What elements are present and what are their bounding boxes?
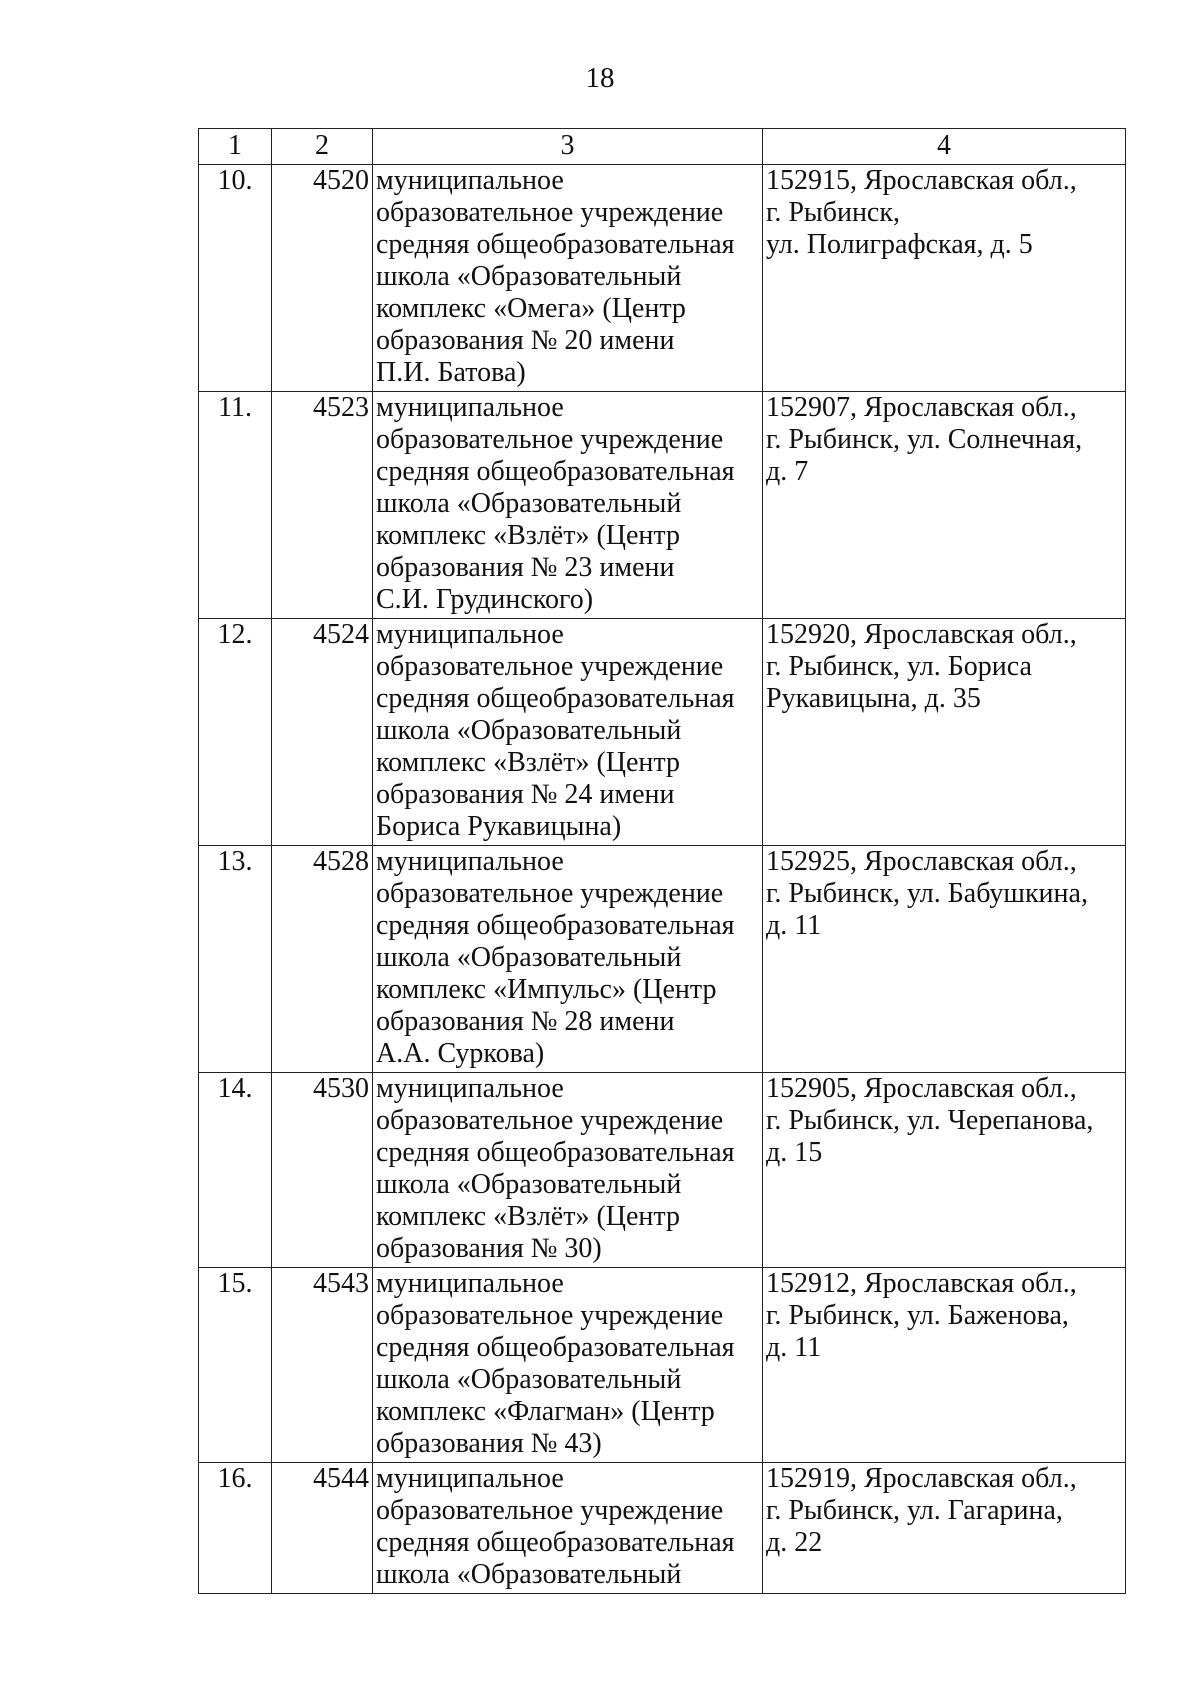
table-row (199, 619, 1126, 846)
institution-name-line: школа «Образовательный (376, 715, 682, 746)
table-body (199, 165, 1126, 1594)
institution-address (763, 1073, 1126, 1268)
institution-address-line: 152925, Ярославская обл., (766, 846, 1077, 877)
institution-name-line: муниципальное (376, 619, 564, 650)
institution-name-line: комплекс «Омега» (Центр (376, 293, 686, 324)
institution-name-line: С.И. Грудинского) (376, 584, 594, 615)
institution-name-line: средняя общеобразовательная (376, 456, 735, 487)
institution-code: 4543 (272, 1268, 373, 1463)
institution-address-line: Рукавицына, д. 35 (766, 683, 981, 714)
row-number: 11. (199, 392, 272, 619)
institution-code: 4528 (272, 846, 373, 1073)
institution-address (763, 1463, 1126, 1594)
institution-name-line: образовательное учреждение (376, 424, 724, 455)
institution-name-line: средняя общеобразовательная (376, 683, 735, 714)
institution-name-line: образования № 30) (376, 1233, 602, 1264)
institution-address-line: д. 7 (766, 456, 809, 487)
institution-address-line: 152905, Ярославская обл., (766, 1073, 1077, 1104)
institution-name-line: муниципальное (376, 1463, 564, 1494)
institution-name-line: П.И. Батова) (376, 357, 526, 388)
column-header-name: 3 (373, 129, 763, 165)
institution-address (763, 846, 1126, 1073)
column-header-number: 1 (199, 129, 272, 165)
row-number: 15. (199, 1268, 272, 1463)
institution-address (763, 1268, 1126, 1463)
institution-address-line: 152920, Ярославская обл., (766, 619, 1077, 650)
institution-name-line: комплекс «Флагман» (Центр (376, 1396, 715, 1427)
institution-address-line: д. 11 (766, 1332, 822, 1363)
institution-name-line: образовательное учреждение (376, 651, 724, 682)
institution-name-line: образования № 24 имени (376, 779, 675, 810)
institution-name (373, 1073, 763, 1268)
institution-name-line: образовательное учреждение (376, 1495, 724, 1526)
institution-name-line: средняя общеобразовательная (376, 1137, 735, 1168)
institution-address-line: г. Рыбинск, ул. Черепанова, (766, 1105, 1094, 1136)
institution-address-line: г. Рыбинск, ул. Гагарина, (766, 1495, 1063, 1526)
institution-address (763, 392, 1126, 619)
institution-name-line: муниципальное (376, 846, 564, 877)
table-row (199, 392, 1126, 619)
institution-address-line: д. 15 (766, 1137, 823, 1168)
institution-address-line: г. Рыбинск, ул. Бабушкина, (766, 878, 1088, 909)
institution-name-line: Бориса Рукавицына) (376, 811, 622, 842)
column-header-address: 4 (763, 129, 1126, 165)
institution-code: 4520 (272, 165, 373, 392)
table-row (199, 1268, 1126, 1463)
institution-address-line: д. 11 (766, 910, 822, 941)
institution-name-line: школа «Образовательный (376, 1364, 682, 1395)
table-header-row (199, 129, 1126, 165)
institution-code: 4530 (272, 1073, 373, 1268)
institution-name (373, 619, 763, 846)
row-number: 10. (199, 165, 272, 392)
institution-name (373, 1268, 763, 1463)
institution-name-line: образования № 23 имени (376, 552, 675, 583)
institution-name-line: образовательное учреждение (376, 1105, 724, 1136)
institution-address-line: 152912, Ярославская обл., (766, 1268, 1077, 1299)
institution-name (373, 165, 763, 392)
institution-name-line: образования № 43) (376, 1428, 602, 1459)
institution-name-line: образования № 28 имени (376, 1006, 675, 1037)
institution-name (373, 392, 763, 619)
institution-address-line: 152919, Ярославская обл., (766, 1463, 1077, 1494)
institution-address-line: д. 22 (766, 1527, 823, 1558)
institution-name-line: школа «Образовательный (376, 1559, 682, 1590)
institution-name (373, 846, 763, 1073)
institution-name-line: школа «Образовательный (376, 261, 682, 292)
institution-address-line: г. Рыбинск, ул. Бориса (766, 651, 1032, 682)
row-number: 13. (199, 846, 272, 1073)
row-number: 16. (199, 1463, 272, 1594)
institution-address-line: 152915, Ярославская обл., (766, 165, 1077, 196)
institution-code: 4523 (272, 392, 373, 619)
table-row (199, 846, 1126, 1073)
institution-address (763, 165, 1126, 392)
institution-name-line: образования № 20 имени (376, 325, 675, 356)
institution-name-line: муниципальное (376, 392, 564, 423)
institution-address-line: 152907, Ярославская обл., (766, 392, 1077, 423)
institution-address-line: г. Рыбинск, ул. Солнечная, (766, 424, 1083, 455)
institution-name-line: комплекс «Импульс» (Центр (376, 974, 717, 1005)
row-number: 12. (199, 619, 272, 846)
table-row (199, 165, 1126, 392)
institution-name (373, 1463, 763, 1594)
institution-address-line: г. Рыбинск, ул. Баженова, (766, 1300, 1069, 1331)
institution-name-line: средняя общеобразовательная (376, 1332, 735, 1363)
institution-address (763, 619, 1126, 846)
institution-name-line: муниципальное (376, 1268, 564, 1299)
institution-name-line: школа «Образовательный (376, 942, 682, 973)
institution-code: 4524 (272, 619, 373, 846)
row-number: 14. (199, 1073, 272, 1268)
institution-name-line: школа «Образовательный (376, 1169, 682, 1200)
institution-address-line: ул. Полиграфская, д. 5 (766, 229, 1033, 260)
institution-name-line: комплекс «Взлёт» (Центр (376, 1201, 680, 1232)
institution-name-line: средняя общеобразовательная (376, 229, 735, 260)
institution-name-line: муниципальное (376, 1073, 564, 1104)
institution-name-line: комплекс «Взлёт» (Центр (376, 747, 680, 778)
institution-name-line: средняя общеобразовательная (376, 910, 735, 941)
table-row (199, 1463, 1126, 1594)
institution-name-line: школа «Образовательный (376, 488, 682, 519)
institutions-table (198, 128, 1126, 1594)
institution-name-line: муниципальное (376, 165, 564, 196)
institution-name-line: образовательное учреждение (376, 197, 724, 228)
institution-name-line: образовательное учреждение (376, 878, 724, 909)
column-header-code: 2 (272, 129, 373, 165)
institution-name-line: А.А. Суркова) (376, 1038, 545, 1069)
institution-address-line: г. Рыбинск, (766, 197, 900, 228)
institution-code: 4544 (272, 1463, 373, 1594)
page-number: 18 (585, 62, 615, 94)
table-row (199, 1073, 1126, 1268)
institution-name-line: образовательное учреждение (376, 1300, 724, 1331)
institution-name-line: комплекс «Взлёт» (Центр (376, 520, 680, 551)
institution-name-line: средняя общеобразовательная (376, 1527, 735, 1558)
